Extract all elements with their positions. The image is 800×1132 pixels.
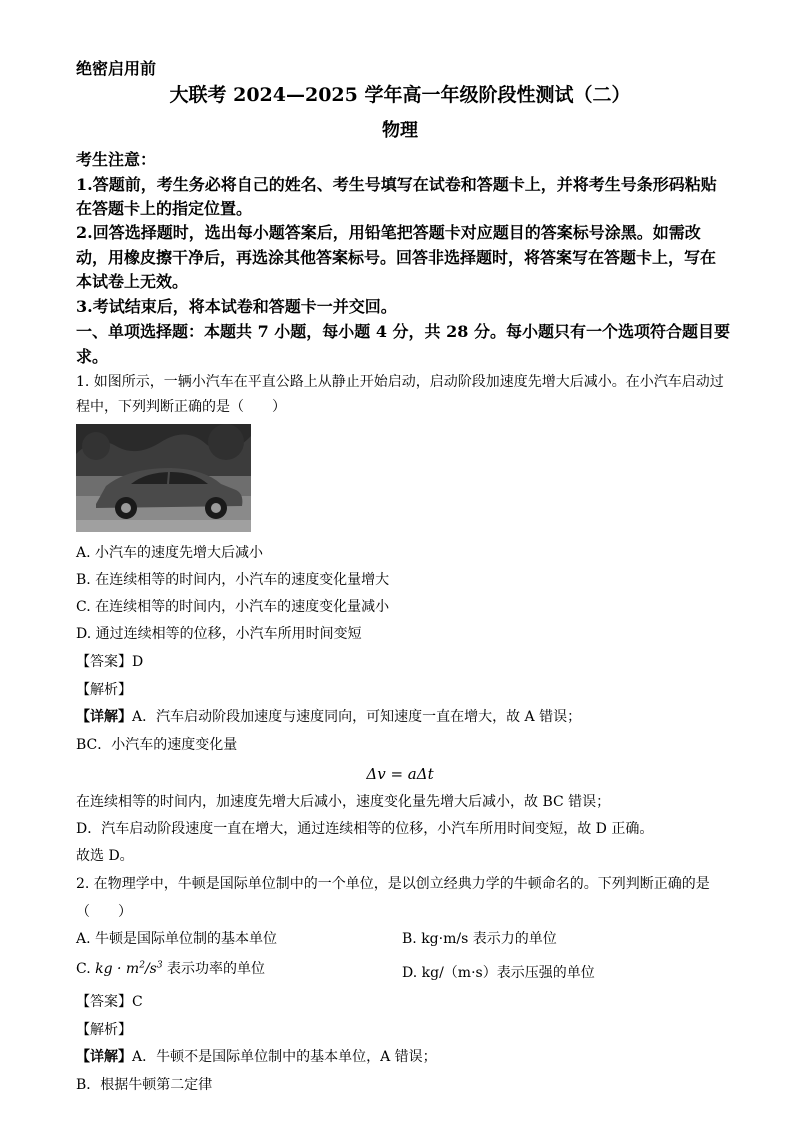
q2-detail-a: A．牛顿不是国际单位制中的基本单位，A 错误； [132,1049,437,1065]
q1-option-d: D. 通过连续相等的位移，小汽车所用时间变短 [76,626,362,642]
q1-option-a: A. 小汽车的速度先增大后减小 [76,545,264,561]
q2-option-c-prefix: C. [76,961,91,977]
notice-line: 动，用橡皮擦干净后，再选涂其他答案标号。回答非选择题时，将答案写在答题卡上，写在 [76,248,717,267]
q2-detail-b: B．根据牛顿第二定律 [76,1077,213,1093]
notice-line: 1.答题前，考生务必将自己的姓名、考生号填写在试卷和答题卡上，并将考生号条形码粘贴 [76,175,717,194]
subject-title: 物理 [382,120,418,141]
section-heading: 一、单项选择题：本题共 7 小题，每小题 4 分，共 28 分。每小题只有一个选项符合题目要 [76,322,730,341]
q2-detail [76,1046,437,1066]
confidential-label: 绝密启用前 [76,59,157,78]
q1-explain: 在连续相等的时间内，加速度先增大后减小，速度变化量先增大后减小，故 BC 错误； [76,794,611,810]
q1-stem-cont: 程中，下列判断正确的是（ ） [76,399,286,415]
formula: Δv = aΔt [366,765,434,783]
notice-heading: 考生注意： [76,150,157,169]
car-photo-image [76,424,251,532]
q2-option-c [76,958,265,978]
q2-option-b: B. kg·m/s 表示力的单位 [402,931,557,947]
q2-option-c-exp1: 2 [139,960,145,971]
exam-title: 大联考 2024—2025 学年高一年级阶段性测试（二） [169,84,631,106]
q1-detail-label: 【详解】 [76,709,132,725]
q2-stem: 2. 在物理学中，牛顿是国际单位制中的一个单位，是以创立经典力学的牛顿命名的。下列判断正确的是 [76,876,710,892]
section-heading-cont: 求。 [76,347,109,366]
q1-detail-a: A．汽车启动阶段加速度与速度同向，可知速度一直在增大，故 A 错误； [132,709,582,725]
q2-option-c-text: 表示功率的单位 [167,961,266,977]
q1-stem: 1. 如图所示，一辆小汽车在平直公路上从静止开始启动，启动阶段加速度先增大后减小。在小汽车启动过 [76,374,724,390]
q1-detail [76,706,581,726]
q2-stem-cont: （ ） [76,904,132,920]
q1-option-c: C. 在连续相等的时间内，小汽车的速度变化量减小 [76,599,390,615]
notice-line: 本试卷上无效。 [76,272,189,291]
q1-detail-bc: BC．小汽车的速度变化量 [76,737,238,753]
q2-analysis-label: 【解析】 [76,1022,132,1038]
q2-option-c-unit-base: kg · m [95,961,140,977]
q2-option-c-exp2: 3 [156,960,163,971]
q1-explain-d: D．汽车启动阶段速度一直在增大，通过连续相等的位移，小汽车所用时间变短，故 D 正确。 [76,821,654,837]
q2-answer: 【答案】C [76,994,143,1010]
q2-detail-label: 【详解】 [76,1049,132,1065]
notice-line: 3.考试结束后，将本试卷和答题卡一并交回。 [76,297,397,316]
car-photo [76,424,251,532]
q1-analysis-label: 【解析】 [76,682,132,698]
q1-answer: 【答案】D [76,654,144,670]
q1-conclusion: 故选 D。 [76,848,134,864]
q2-option-c-slash: /s [144,961,157,977]
notice-line: 2.回答选择题时，选出每小题答案后，用铅笔把答题卡对应题目的答案标号涂黑。如需改 [76,223,701,242]
q2-option-c-unit [95,961,162,977]
q2-option-d: D. kg/（m·s）表示压强的单位 [402,965,595,981]
notice-line: 在答题卡上的指定位置。 [76,199,253,218]
q1-option-b: B. 在连续相等的时间内，小汽车的速度变化量增大 [76,572,390,588]
q2-option-a: A. 牛顿是国际单位制的基本单位 [76,931,278,947]
